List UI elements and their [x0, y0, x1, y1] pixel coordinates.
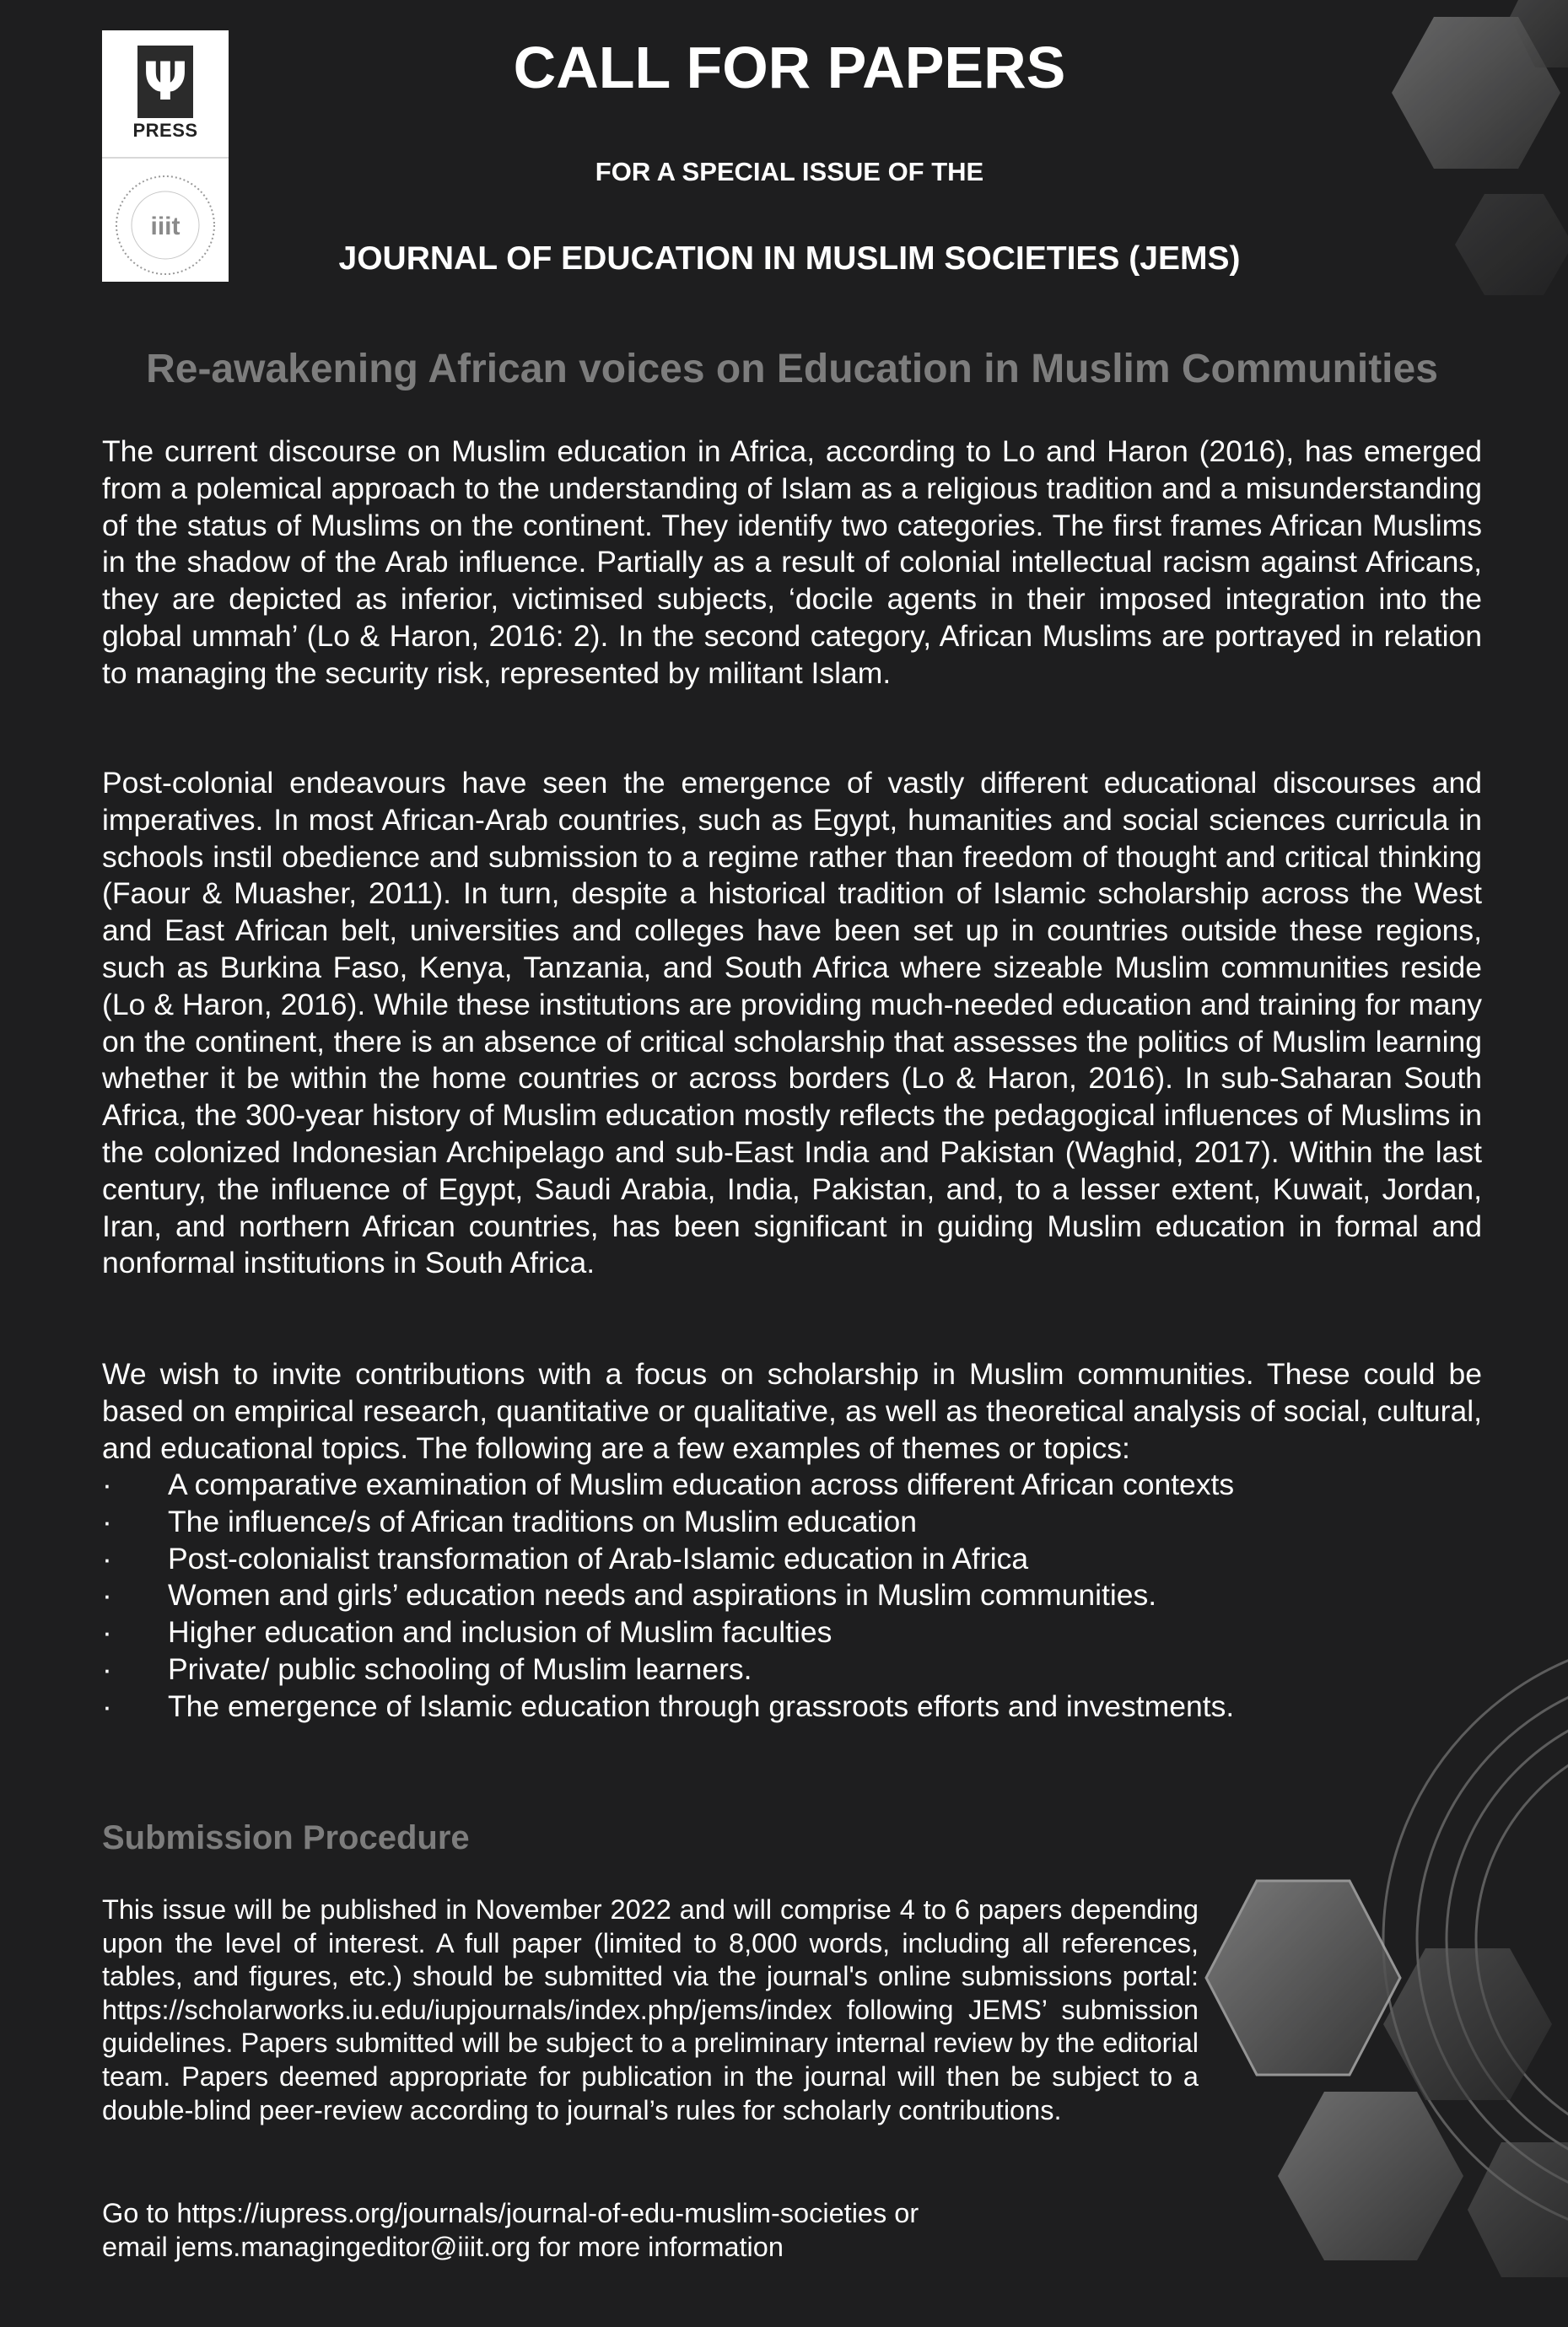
list-item: · The emergence of Islamic education through grassroots efforts and investments.	[102, 1689, 1482, 1726]
intro-paragraph: The current discourse on Muslim education in Africa, according to Lo and Haron (2016), has emerged from a polemical approach to the understanding of Islam as a religious tradition and a misunderstanding of the status of Muslims on the continent. They identify two categories. The first frames African Muslims in the shadow of the Arab influence. Partially as a result of colonial intellectual racism against Africans, they are depicted as inferior, victimised subjects, ‘docile agents in their imposed integration into the global ummah’ (Lo & Haron, 2016: 2). In the second category, African Muslims are portrayed in relation to managing the security risk, represented by militant Islam.	[102, 434, 1482, 690]
iiit-seal-logo	[112, 172, 218, 278]
contact-line-email: email jems.managingeditor@iiit.org for more information	[102, 2231, 784, 2262]
logo-divider	[102, 157, 229, 159]
bullet-icon: ·	[102, 1651, 112, 1686]
list-item: · A comparative examination of Muslim education across different African contexts	[102, 1467, 1482, 1504]
page-subtitle: FOR A SPECIAL ISSUE OF THE	[595, 157, 984, 186]
hexagon-cluster-top	[1392, 0, 1568, 295]
contact-line-website: Go to https://iupress.org/journals/journal-of-edu-muslim-societies or	[102, 2198, 919, 2228]
list-item: · Private/ public schooling of Muslim learners.	[102, 1651, 1482, 1689]
iu-mark: Ψ	[143, 51, 188, 112]
bullet-icon: ·	[102, 1504, 112, 1538]
logo-panel	[102, 30, 229, 282]
list-item: · Women and girls’ education needs and aspirations in Muslim communities.	[102, 1577, 1482, 1614]
bullet-icon: ·	[102, 1578, 112, 1613]
contact-info	[102, 2197, 1199, 2264]
journal-name: JOURNAL OF EDUCATION IN MUSLIM SOCIETIES (JEMS)	[338, 240, 1241, 277]
issue-title: Re-awakening African voices on Education in Muslim Communities	[146, 347, 1438, 391]
context-paragraph: Post-colonial endeavours have seen the emergence of vastly different educational discourses and imperatives. In most African-Arab countries, such as Egypt, humanities and social sciences curricula in schools instil obedience and submission to a regime rather than freedom of thought and critical thinking (Faour & Muasher, 2011). In turn, despite a historical tradition of Islamic scholarship across the West and East African belt, universities and colleges have been set up in countries outside these regions, such as Burkina Faso, Kenya, Tanzania, and South Africa where sizeable Muslim communities reside (Lo & Haron, 2016). While these institutions are providing much-needed education and training for many on the continent, there is an absence of critical scholarship that assesses the politics of Muslim learning whether it be within the home countries or across borders (Lo & Haron, 2016). In sub-Saharan South Africa, the 300-year history of Muslim education mostly reflects the pedagogical influences of Muslims in the colonized Indonesian Archipelago and sub-East India and Pakistan (Waghid, 2017). Within the last century, the influence of Egypt, Saudi Arabia, India, Pakistan, and, to a lesser extent, Kuwait, Jordan, Iran, and northern African countries, has been significant in guiding Muslim education in formal and nonformal institutions in South Africa.	[102, 766, 1482, 1280]
page-title: CALL FOR PAPERS	[513, 35, 1066, 100]
submission-paragraph: This issue will be published in November 2022 and will comprise 4 to 6 papers depending upon the level of interest. A full paper (limited to 8,000 words, including all references, tables, and figures, etc.) should be submitted via the journal's online submissions portal: https://scholarworks.iu.edu/iupjournals/index.php/jems/index following JEMS’ submission guidelines. Papers submitted will be subject to a preliminary internal review by the editorial team. Papers deemed appropriate for publication in the journal will then be subject to a double-blind peer-review according to journal’s rules for scholarly contributions.	[102, 1894, 1199, 2125]
invitation-paragraph: We wish to invite contributions with a focus on scholarship in Muslim communities. These could be based on empirical research, quantitative or qualitative, as well as theoretical analysis of social, cultural, and educational topics. The following are a few examples of themes or topics:	[102, 1357, 1482, 1465]
bullet-icon: ·	[102, 1468, 112, 1501]
submission-heading: Submission Procedure	[102, 1819, 470, 1856]
list-item: · The influence/s of African traditions on Muslim education	[102, 1504, 1482, 1541]
list-item: · Post-colonialist transformation of Arab-Islamic education in Africa	[102, 1541, 1482, 1578]
bullet-icon: ·	[102, 1541, 112, 1576]
bullet-icon: ·	[102, 1615, 112, 1650]
press-label: PRESS	[132, 120, 198, 141]
topics-list	[102, 1467, 1482, 1726]
iu-trident-icon	[137, 46, 193, 118]
iu-press-logo	[102, 30, 229, 157]
iiit-mark: iiit	[150, 213, 181, 240]
concentric-circles	[1383, 1636, 1568, 2244]
bullet-icon: ·	[102, 1689, 112, 1723]
list-item: · Higher education and inclusion of Muslim faculties	[102, 1614, 1482, 1651]
hexagon-cluster-bottom	[1206, 1881, 1568, 2277]
